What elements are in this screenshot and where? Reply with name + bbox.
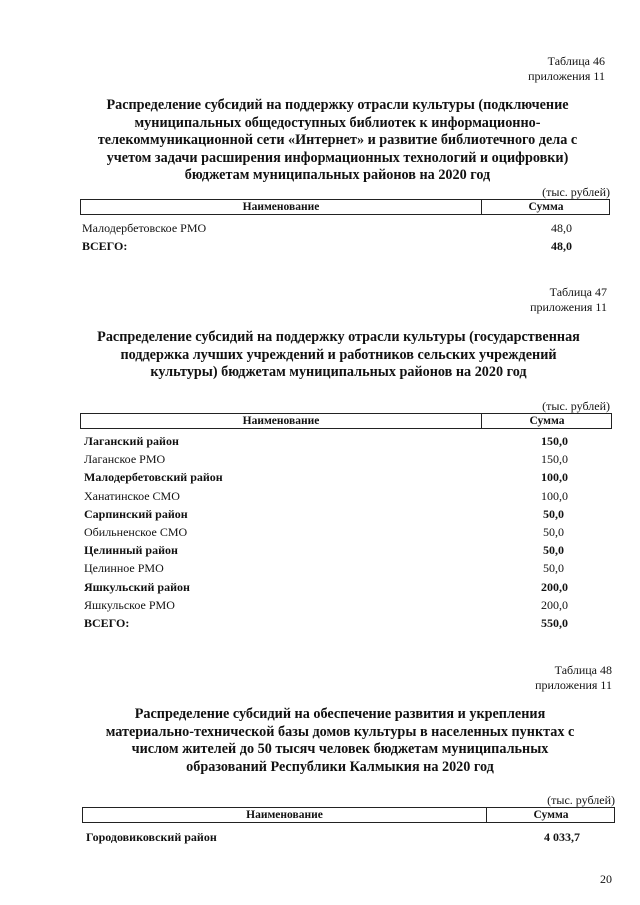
row-value: 100,0 <box>541 470 568 485</box>
table-47-body <box>84 432 568 632</box>
table-47-header <box>80 413 612 429</box>
title-line: поддержка лучших учреждений и работников сельских учреждений <box>120 346 557 363</box>
column-header-name: Наименование <box>81 414 482 428</box>
title-line: Распределение субсидий на поддержку отрасли культуры (подключение <box>106 97 569 113</box>
row-value: 4 033,7 <box>544 830 580 844</box>
table-48-header <box>82 807 615 823</box>
table-caption-number: Таблица 48 <box>554 663 612 677</box>
table-46-caption <box>440 54 605 84</box>
column-header-sum: Сумма <box>528 201 564 213</box>
table-48-unit: (тыс. рублей) <box>547 793 615 807</box>
table-46-body <box>82 219 572 255</box>
table-row <box>84 487 568 505</box>
table-46-unit: (тыс. рублей) <box>542 185 610 199</box>
row-value: 150,0 <box>541 434 568 448</box>
row-name: Яшкульский район <box>84 579 190 594</box>
row-name: Целинное РМО <box>84 561 164 576</box>
row-value: 550,0 <box>541 615 568 630</box>
title-line: материально-технической базы домов культуры в населенных пунктах с <box>105 723 575 740</box>
title-line: образований Республики Калмыкия на 2020 год <box>186 758 494 775</box>
row-value: 48,0 <box>551 239 572 254</box>
table-caption-appendix: приложения 11 <box>535 678 612 692</box>
title-line: учетом задачи расширения информационных технологий и оцифровки) <box>106 149 569 166</box>
table-47-title <box>60 329 617 382</box>
table-48-body <box>86 828 580 846</box>
table-47-caption <box>440 285 607 315</box>
row-value: 50,0 <box>543 561 564 576</box>
row-value: 150,0 <box>541 452 568 467</box>
title-line: культуры) бюджетам муниципальных районов на 2020 год <box>150 364 527 381</box>
table-46-header <box>80 199 610 215</box>
row-name: ВСЕГО: <box>82 239 128 254</box>
table-46-title <box>60 97 615 185</box>
table-row <box>84 450 568 468</box>
table-row <box>82 219 572 237</box>
row-value: 50,0 <box>543 506 564 521</box>
table-row-total <box>82 237 572 255</box>
row-name: Целинный район <box>84 543 178 558</box>
table-row <box>84 559 568 577</box>
row-name: Малодербетовский район <box>84 470 223 485</box>
row-value: 200,0 <box>541 597 568 612</box>
title-line: бюджетам муниципальных районов на 2020 год <box>184 167 491 184</box>
column-header-name: Наименование <box>83 808 487 822</box>
row-value: 50,0 <box>543 543 564 558</box>
table-caption-number: Таблица 46 <box>547 54 605 68</box>
row-name: Обильненское СМО <box>84 524 188 539</box>
table-caption-appendix: приложения 11 <box>528 69 605 83</box>
row-value: 200,0 <box>541 579 568 594</box>
table-48-title <box>60 706 620 776</box>
row-name: Яшкульское РМО <box>84 597 175 612</box>
table-caption-appendix: приложения 11 <box>530 300 607 314</box>
row-name: Лаганское РМО <box>84 452 166 467</box>
table-row <box>84 578 568 596</box>
column-header-name: Наименование <box>81 200 482 214</box>
row-name: Ханатинское СМО <box>84 488 180 503</box>
row-value: 100,0 <box>541 488 568 503</box>
table-row <box>86 828 580 846</box>
title-line: числом жителей до 50 тысяч человек бюджетам муниципальных <box>131 741 549 758</box>
row-name: ВСЕГО: <box>84 615 130 630</box>
table-row <box>84 468 568 486</box>
title-line: муниципальных общедоступных библиотек к информационно- <box>134 114 541 131</box>
column-header-sum: Сумма <box>529 415 565 427</box>
row-name: Сарпинский район <box>84 506 188 521</box>
table-47-unit: (тыс. рублей) <box>542 399 610 413</box>
title-line: Распределение субсидий на обеспечение развития и укрепления <box>134 706 546 722</box>
row-name: Городовиковский район <box>86 830 217 844</box>
row-value: 48,0 <box>551 221 572 235</box>
table-row <box>84 505 568 523</box>
title-line: Распределение субсидий на поддержку отрасли культуры (государственная <box>97 329 580 345</box>
table-row-total <box>84 614 568 632</box>
table-row <box>84 523 568 541</box>
table-row <box>84 596 568 614</box>
table-caption-number: Таблица 47 <box>549 285 607 299</box>
row-name: Лаганский район <box>84 434 179 448</box>
column-header-sum: Сумма <box>533 809 569 821</box>
table-row <box>84 541 568 559</box>
row-name: Малодербетовское РМО <box>82 221 207 235</box>
page-number: 20 <box>600 872 612 886</box>
table-row <box>84 432 568 450</box>
table-48-caption <box>440 663 612 693</box>
row-value: 50,0 <box>543 524 564 539</box>
title-line: телекоммуникационной сети «Интернет» и развитие библиотечного дела с <box>97 132 578 149</box>
